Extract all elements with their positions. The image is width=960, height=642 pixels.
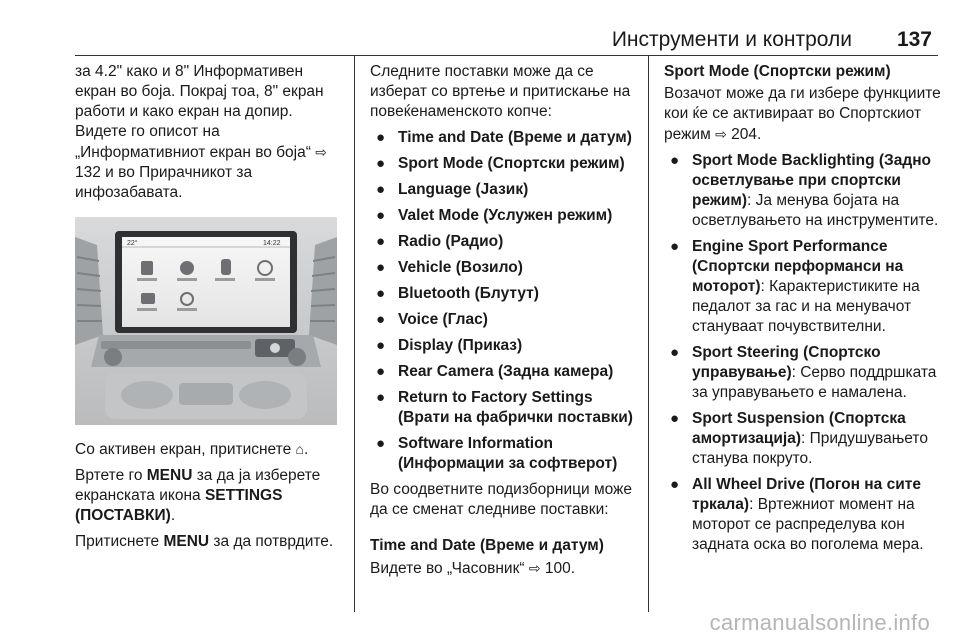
menu-label: MENU (163, 533, 210, 550)
page-number: 137 (896, 28, 932, 51)
list-item: ● Sport Suspension (Спортска амортизација): Придушувањето станува покруто. (664, 409, 944, 469)
list-item: ● Valet Mode (Услужен режим) (370, 206, 638, 226)
sport-mode-list (664, 151, 944, 555)
list-item: ● Bluetooth (Блутут) (370, 284, 638, 304)
chapter-title: Инструменти и контроли (611, 28, 852, 51)
column-3 (664, 62, 944, 561)
col1-paragraph-4: Притиснете MENU за да потврдите. (75, 533, 334, 550)
list-item: ● Engine Sport Performance (Спортски перформанси на моторот): Карактеристиките на педалот за гас и на менувачот стануваат почувствителни. (664, 237, 944, 337)
column-1 (75, 62, 343, 558)
list-item: ● Radio (Радио) (370, 232, 638, 252)
list-item: ● Voice (Глас) (370, 310, 638, 330)
page-reference-icon: ⇨ (528, 560, 541, 576)
dashboard-illustration (75, 217, 337, 425)
column-divider-1 (354, 56, 355, 612)
col1-paragraph-1: за 4.2" како и 8" Информативен екран во боја. Покрај тоа, 8" екран работи и како екран на допир. Видете го описот на „Информативниот екран во боја“ ⇨ 132 и во Прирачникот за инфозабавата. (75, 63, 327, 201)
list-item: ● Language (Јазик) (370, 180, 638, 200)
section-heading-sport-mode: Sport Mode (Спортски режим) (664, 63, 891, 80)
screen-temperature: 22° (127, 240, 138, 247)
settings-intro: Следните поставки може да се изберат со вртење и притискање на повеќенаменското копче: (370, 63, 631, 120)
list-item: ● All Wheel Drive (Погон на сите тркала): Вртежниот момент на моторот се распределува кон задната оска во поголема мера. (664, 475, 944, 555)
list-item: ● Rear Camera (Задна камера) (370, 362, 638, 382)
column-divider-2 (648, 56, 649, 612)
list-item: ● Software Information (Информации за софтверот) (370, 434, 638, 474)
settings-list (370, 128, 638, 474)
list-item: ● Vehicle (Возило) (370, 258, 638, 278)
settings-label: SETTINGS (ПОСТАВКИ) (75, 487, 283, 524)
list-item: ● Return to Factory Settings (Врати на фабрички поставки) (370, 388, 638, 428)
section-heading-time-date: Time and Date (Време и датум) (370, 537, 604, 554)
section-text-time-date: Видете во „Часовник“ ⇨ 100. (370, 560, 576, 577)
menu-label: MENU (146, 467, 193, 484)
submenu-intro: Во соодветните подизборници може да се сменат следниве поставки: (370, 481, 633, 518)
sport-mode-intro: Возачот може да ги избере функциите кои ќе се активираат во Спортскиот режим ⇨ 204. (664, 85, 941, 143)
page-reference-icon: ⇨ (315, 144, 327, 160)
col1-paragraph-2: Со активен екран, притиснете ⌂. (75, 441, 309, 458)
list-item: ● Sport Mode (Спортски режим) (370, 154, 638, 174)
screen-time: 14:22 (263, 240, 281, 247)
infotainment-display-photo (75, 217, 337, 425)
list-item: ● Display (Приказ) (370, 336, 638, 356)
header-divider (75, 55, 938, 56)
page-reference-icon: ⇨ (715, 126, 727, 142)
page-header (0, 0, 960, 56)
list-item: ● Sport Steering (Спортско управување): Серво поддршката за управувањето е намалена. (664, 343, 944, 403)
watermark-text: carmanualsonline.info (709, 610, 930, 635)
list-item: ● Sport Mode Backlighting (Задно осветлување при спортски режим): Ја менува бојата на осветлувањето на инструментите. (664, 151, 944, 231)
list-item: ● Time and Date (Време и датум) (370, 128, 638, 148)
col1-paragraph-3: Вртете го MENU за да ја изберете екранската икона SETTINGS (ПОСТАВКИ). (75, 467, 321, 524)
column-2 (370, 62, 638, 585)
home-icon: ⌂ (295, 441, 304, 457)
